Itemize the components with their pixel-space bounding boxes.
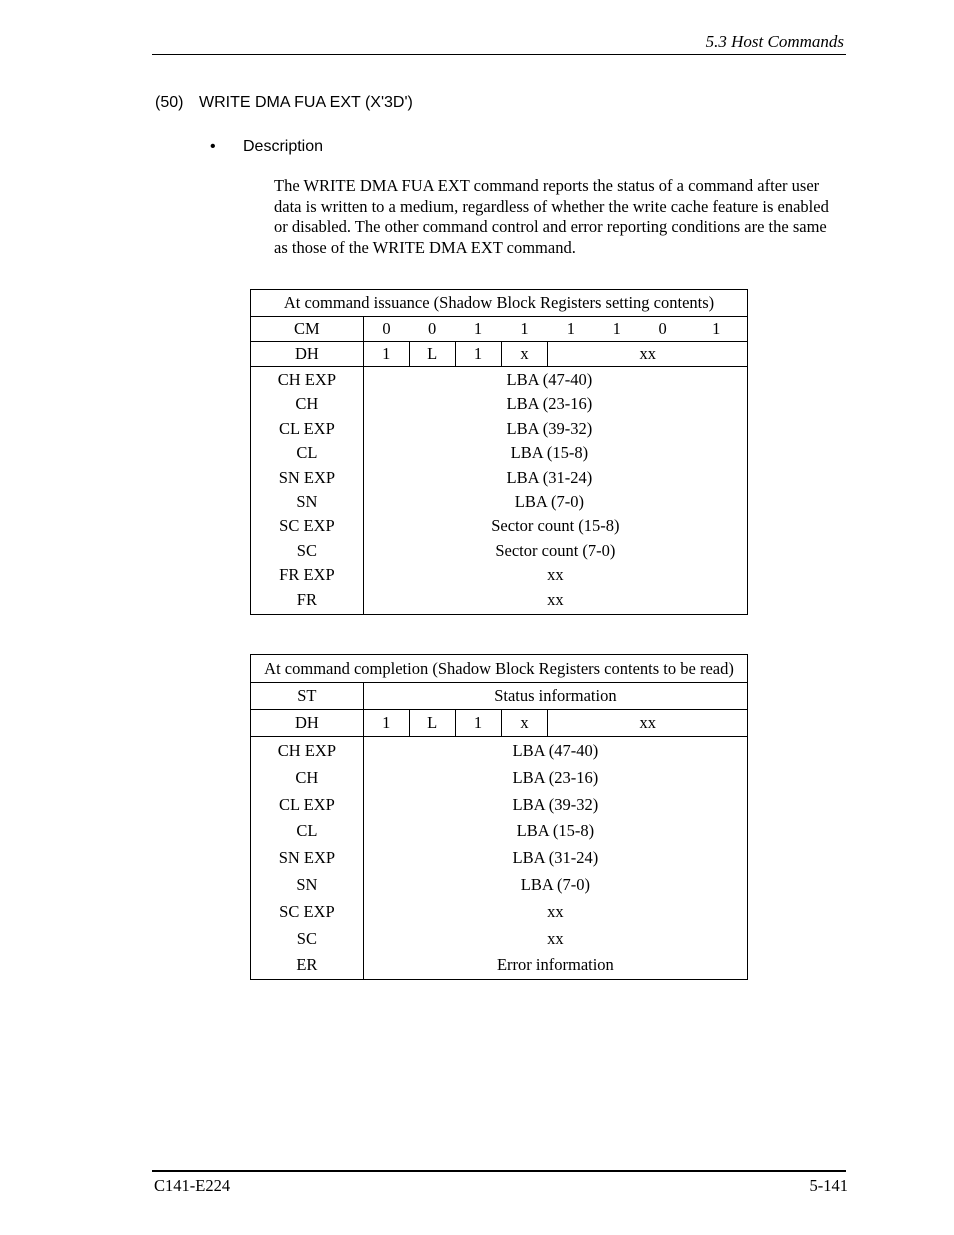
bullet-label: Description (243, 138, 324, 155)
cm-bit: 0 (428, 319, 437, 338)
cm-bit: 0 (658, 319, 667, 338)
register-value: LBA (39-32) (512, 794, 599, 814)
register-name: CL EXP (279, 794, 335, 814)
register-name: ER (296, 955, 318, 975)
section-number: (50) (155, 94, 184, 111)
register-value: Sector count (7-0) (495, 540, 616, 560)
issuance-table-title: At command issuance (Shadow Block Registers setting contents) (251, 290, 748, 317)
register-value: Sector count (15-8) (491, 516, 620, 536)
register-list (251, 737, 364, 980)
register-label: CM (251, 317, 364, 342)
register-name: CL EXP (279, 418, 335, 438)
bullet-icon: • (210, 138, 216, 155)
cm-bit: 1 (520, 319, 529, 338)
document-id: C141-E224 (154, 1176, 231, 1195)
register-value: xx (547, 901, 564, 921)
register-name: SN EXP (278, 467, 336, 487)
status-value: Status information (363, 683, 747, 710)
register-value: LBA (15-8) (510, 443, 589, 463)
register-name: CH EXP (277, 741, 336, 760)
running-header: 5.3 Host Commands (705, 32, 844, 51)
dh-bits-low: xx (548, 342, 748, 367)
register-value: LBA (47-40) (512, 741, 599, 760)
register-name: SN EXP (278, 848, 336, 868)
dh-bit: 1 (455, 710, 501, 737)
dh-bits-low: xx (548, 710, 748, 737)
completion-table (250, 654, 748, 980)
register-value: LBA (31-24) (506, 467, 593, 487)
register-value: LBA (7-0) (514, 492, 584, 512)
cm-bit: 1 (473, 319, 483, 338)
register-label: ST (251, 683, 364, 710)
description-paragraph (274, 176, 844, 259)
register-value: xx (547, 928, 564, 948)
register-name: SN (296, 492, 318, 512)
dh-bit: 1 (363, 342, 409, 367)
register-name: FR EXP (279, 565, 335, 585)
description-text: The WRITE DMA FUA EXT command reports the status of a command after user data is written to a medium, regardless of whether the write cache feature is enabled or disabled. The other command control and error reporting conditions are the same as those of the WRITE DMA EXT command. (274, 176, 829, 258)
cm-bit: 1 (686, 317, 748, 342)
register-value: LBA (39-32) (506, 418, 593, 438)
dh-bit: L (409, 710, 455, 737)
register-name: CH (295, 394, 319, 414)
register-value: xx (547, 589, 564, 609)
register-name: CL (296, 443, 318, 463)
register-name: FR (296, 589, 317, 609)
register-value-list (363, 367, 747, 615)
register-value: LBA (23-16) (512, 767, 599, 787)
register-name: CH (295, 767, 319, 787)
register-name: SN (296, 874, 318, 894)
register-value: LBA (31-24) (512, 848, 599, 868)
register-value: LBA (47-40) (506, 370, 593, 389)
page-number: 5-141 (809, 1176, 848, 1195)
cm-bit: 1 (612, 319, 621, 338)
section-title: WRITE DMA FUA EXT (X'3D') (199, 94, 413, 111)
section-heading (155, 94, 413, 112)
footer-rule (152, 1170, 846, 1172)
register-value-list (363, 737, 747, 980)
register-name: SC EXP (279, 516, 335, 536)
dh-bit: x (501, 342, 548, 367)
register-label: DH (251, 710, 364, 737)
cm-bit: 1 (566, 319, 575, 338)
register-name: CH EXP (277, 370, 336, 389)
register-value: Error information (496, 955, 614, 975)
completion-table-title: At command completion (Shadow Block Registers contents to be read) (251, 655, 748, 683)
register-value: LBA (15-8) (516, 821, 595, 841)
dh-bit: 1 (363, 710, 409, 737)
dh-bit: L (409, 342, 455, 367)
register-value: LBA (7-0) (520, 874, 590, 894)
header-rule (152, 54, 846, 55)
issuance-table (250, 289, 748, 615)
register-label: DH (251, 342, 364, 367)
dh-bit: x (501, 710, 548, 737)
register-name: SC (296, 928, 317, 948)
cm-bit: 0 (382, 319, 391, 338)
register-list (251, 367, 364, 615)
register-value: LBA (23-16) (506, 394, 593, 414)
register-name: CL (296, 821, 318, 841)
register-value: xx (547, 565, 564, 585)
bullet-item (210, 138, 323, 156)
dh-bit: 1 (455, 342, 501, 367)
register-name: SC (296, 540, 317, 560)
register-name: SC EXP (279, 901, 335, 921)
